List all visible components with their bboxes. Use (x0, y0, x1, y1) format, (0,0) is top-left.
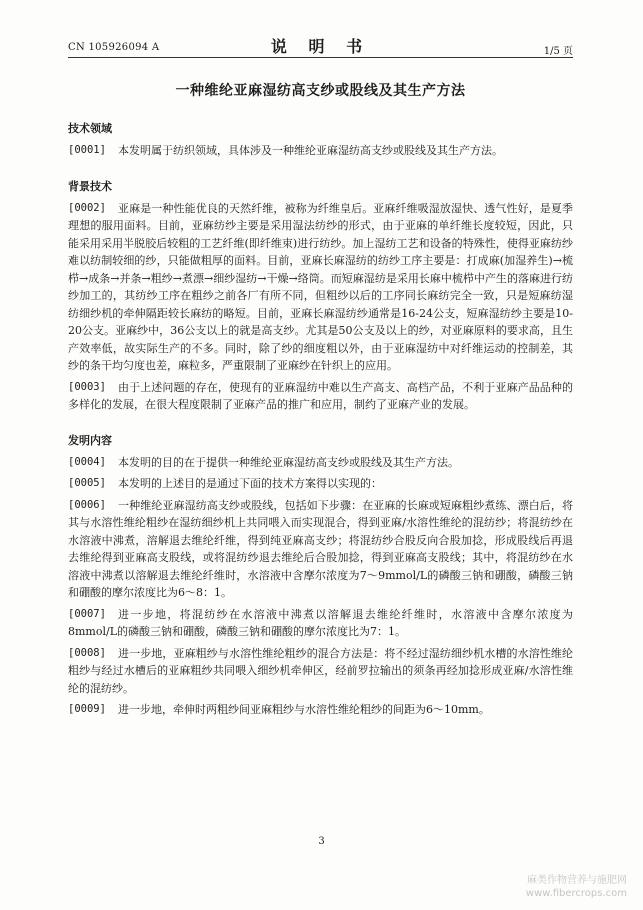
watermark-url: www.fibercrops.com (525, 888, 627, 899)
paragraph-number: [0006] (68, 498, 106, 511)
paragraph-0006 (68, 497, 573, 602)
paragraph-number: [0004] (68, 455, 106, 468)
section-heading-content: 发明内容 (68, 433, 112, 447)
paragraph-number: [0009] (68, 703, 106, 715)
header-title: 说 明 书 (270, 37, 371, 56)
page-header (68, 30, 573, 56)
paragraph-0005 (68, 475, 573, 493)
paragraph-0007 (68, 606, 573, 641)
paragraph-number: [0002] (68, 201, 106, 214)
paragraph-number: [0007] (68, 607, 106, 620)
header-rule (68, 57, 573, 58)
paragraph-text: 亚麻是一种性能优良的天然纤维，被称为纤维皇后。亚麻纤维吸湿放湿快、透气性好，是夏季理想的服用面料。目前，亚麻纺纱主要是采用湿法纺纱的形式，由于亚麻的单纤维长度较短，因此，只能采用采用半脱胶后较粗的工艺纤维(即纤维束)进行纺纱。加上湿纺工艺和设备的特殊性，使得亚麻纺纱难以纺制较细的纱，只能做粗厚的面料。目前，亚麻长麻湿纺的纺纱工序主要是：打成麻(加湿养生)→梳栉→成条→并条→粗纱→煮漂→细纱湿纺→干燥→络筒。而短麻湿纺是采用长麻中梳栉中产生的落麻进行纺纱加工的，其纺纱工序在粗纱之前各厂有所不同，但粗纱以后的工序同长麻纺完全一致，只是短麻纺湿纺细纱机的牵伸隔距较长麻纺的略短。目前，亚麻长麻湿纺纱通常是16-24公支，短麻湿纺纱主要是10-20公支。亚麻纱中，36公支以上的就是高支纱。尤其是50公支及以上的纱，对亚麻原料的要求高，且生产效率低，故实际生产的不多。同时，除了纱的细度粗以外，由于亚麻湿纺中对纤维运动的控制差，其纱的条干均匀度也差，麻粒多，严重限制了亚麻纱在针织上的应用。 (68, 201, 573, 372)
paragraph-number: [0008] (68, 646, 106, 659)
paragraph-text: 进一步地，牵伸时两粗纱间亚麻粗纱与水溶性维纶粗纱的间距为6～10mm。 (118, 703, 490, 716)
watermark (526, 874, 627, 900)
document-body (68, 122, 573, 719)
paragraph-text: 本发明的目的在于提供一种维纶亚麻湿纺高支纱或股线及其生产方法。 (118, 455, 459, 469)
page-number: 3 (318, 836, 325, 847)
paragraph-0009 (68, 701, 573, 719)
paragraph-0003 (68, 379, 573, 414)
publication-number: CN 105926094 A (68, 42, 160, 53)
paragraph-0008 (68, 645, 573, 698)
paragraph-text: 进一步地，将混纺纱在水溶液中沸煮以溶解退去维纶纤维时，水溶液中含摩尔浓度为8mmol/L的磷酸三钠和硼酸，磷酸三钠和硼酸的摩尔浓度比为7：1。 (68, 607, 573, 638)
section-heading-background: 背景技术 (68, 179, 112, 193)
paragraph-text: 本发明的上述目的是通过下面的技术方案得以实现的： (118, 477, 382, 490)
paragraph-number: [0003] (68, 380, 106, 393)
paragraph-text: 本发明属于纺织领域，具体涉及一种维纶亚麻湿纺高支纱或股线及其生产方法。 (118, 144, 503, 157)
paragraph-0002 (68, 200, 573, 375)
paragraph-number: [0005] (68, 477, 106, 489)
document-title: 一种维纶亚麻湿纺高支纱或股线及其生产方法 (175, 83, 466, 99)
paragraph-0004 (68, 454, 573, 472)
paragraph-text: 由于上述问题的存在，使现有的亚麻湿纺中难以生产高支、高档产品，不利于亚麻产品品种的多样化的发展，在很大程度限制了亚麻产品的推广和应用，制约了亚麻产业的发展。 (68, 380, 573, 411)
paragraph-0001 (68, 142, 573, 160)
paragraph-text: 进一步地，亚麻粗纱与水溶性维纶粗纱的混合方法是：将不经过湿纺细纱机水槽的水溶性维纶粗纱与经过水槽后的亚麻粗纱共同喂入细纱机牵伸区，经前罗拉输出的须条再经加捻形成亚麻/水溶性维纶的混纺纱。 (68, 646, 573, 695)
section-heading-field: 技术领域 (68, 122, 112, 135)
paragraph-text: 一种维纶亚麻湿纺高支纱或股线，包括如下步骤：在亚麻的长麻或短麻粗纱煮练、漂白后，将其与水溶性维纶粗纱在湿纺细纱机上共同喂入而实现混合，得到亚麻/水溶性维纶的混纺纱；将混纺纱在水溶液中沸煮，溶解退去维纶纤维，得到纯亚麻高支纱；将混纺纱合股反向合股加捻，形成股线后再退去维纶得到亚麻高支股线，或将混纺纱退去维纶后合股加捻，得到亚麻高支股线；其中，将混纺纱在水溶液中沸煮以溶解退去维纶纤维时，水溶液中含摩尔浓度为7～9mmol/L的磷酸三钠和硼酸，磷酸三钠和硼酸的摩尔浓度比为6～8：1。 (68, 498, 573, 599)
page-indicator: 1/5 页 (543, 46, 573, 57)
watermark-site-name: 麻类作物营养与施肥网 (527, 875, 627, 886)
paragraph-number: [0001] (68, 144, 106, 156)
